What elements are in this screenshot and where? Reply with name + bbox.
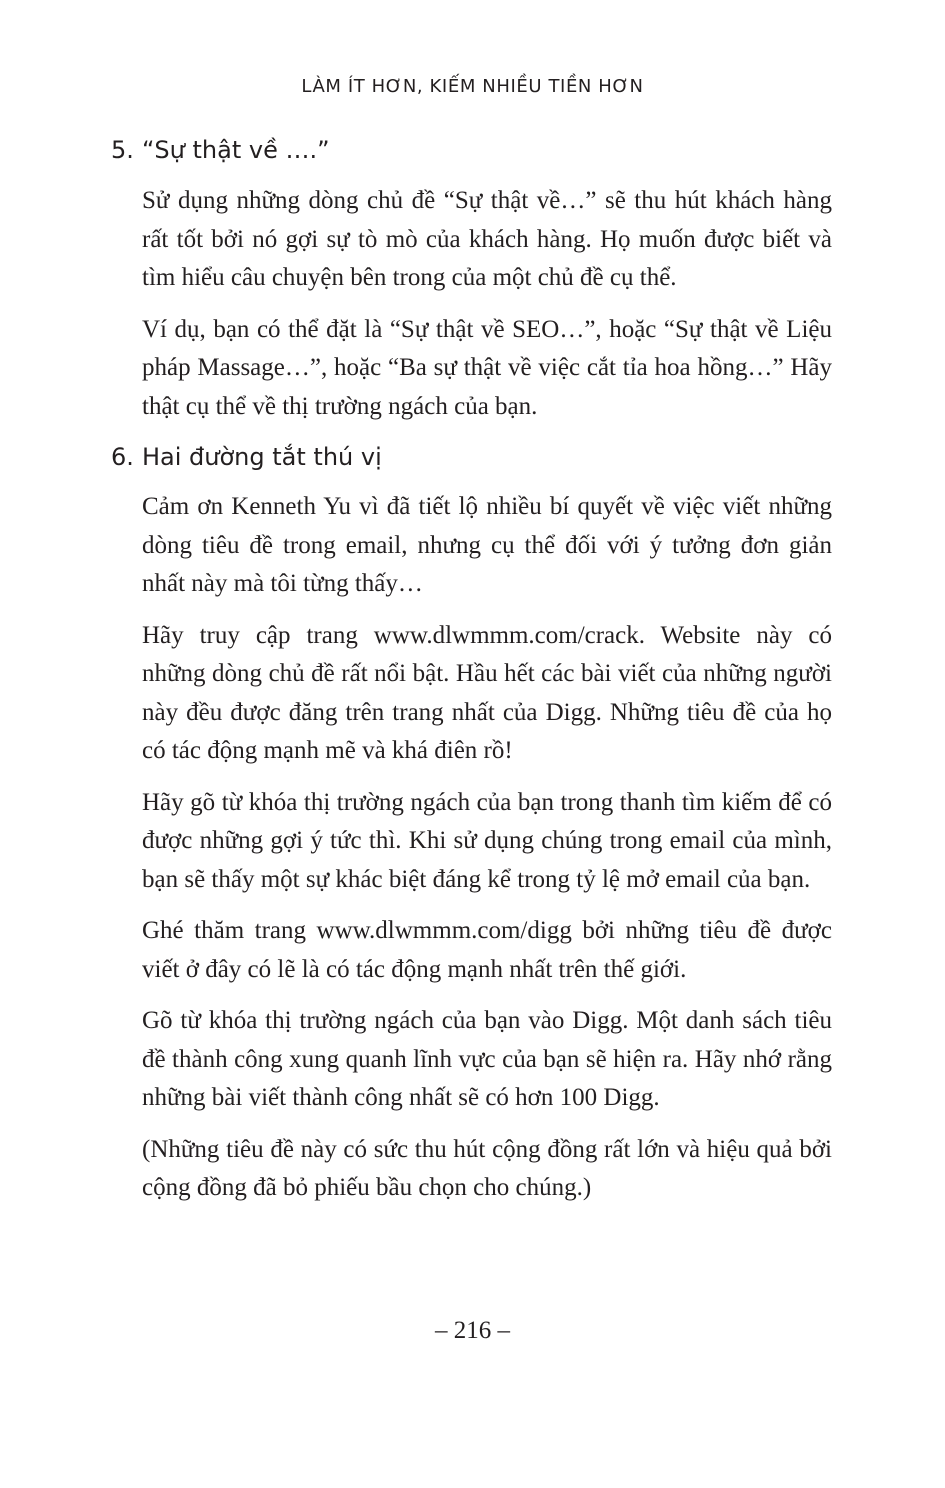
section-number: 6. bbox=[111, 443, 134, 471]
paragraph: Hãy truy cập trang www.dlwmmm.com/crack. Website này có những dòng chủ đề rất nổi bật. Hầu hết các bài viết của những người này đều được đăng trên trang nhất của Digg. Những tiêu đề của họ có tác động mạnh mẽ và khá điên rồ! bbox=[142, 621, 832, 764]
section-body-5 bbox=[142, 182, 832, 426]
paragraph: Sử dụng những dòng chủ đề “Sự thật về…” sẽ thu hút khách hàng rất tốt bởi nó gợi sự tò mò của khách hàng. Họ muốn được biết và tìm hiểu câu chuyện bên trong của một chủ đề cụ thể. bbox=[142, 187, 832, 291]
paragraph: Ghé thăm trang www.dlwmmm.com/digg bởi những tiêu đề được viết ở đây có lẽ là có tác động mạnh nhất trên thế giới. bbox=[142, 917, 832, 983]
paragraph: (Những tiêu đề này có sức thu hút cộng đồng rất lớn và hiệu quả bởi cộng đồng đã bỏ phiếu bầu chọn cho chúng.) bbox=[142, 1135, 832, 1201]
page-number: – 216 – bbox=[435, 1317, 510, 1344]
section-body-6 bbox=[142, 488, 832, 1208]
running-header: LÀM ÍT HƠN, KIẾM NHIỀU TIỀN HƠN bbox=[301, 76, 644, 97]
section-heading-5 bbox=[111, 134, 330, 166]
paragraph: Cảm ơn Kenneth Yu vì đã tiết lộ nhiều bí quyết về việc viết những dòng tiêu đề trong email, nhưng cụ thể đối với ý tưởng đơn giản nhất này mà tôi từng thấy… bbox=[142, 493, 832, 597]
section-heading-6 bbox=[111, 441, 382, 473]
paragraph: Ví dụ, bạn có thể đặt là “Sự thật về SEO…”, hoặc “Sự thật về Liệu pháp Massage…”, hoặc “Ba sự thật về việc cắt tỉa hoa hồng…” Hãy thật cụ thể về thị trường ngách của bạn. bbox=[142, 315, 832, 420]
paragraph: Gõ từ khóa thị trường ngách của bạn vào Digg. Một danh sách tiêu đề thành công xung quanh lĩnh vực của bạn sẽ hiện ra. Hãy nhớ rằng những bài viết thành công nhất sẽ có hơn 100 Digg. bbox=[142, 1007, 832, 1111]
section-number: 5. bbox=[111, 136, 134, 164]
section-title: “Sự thật về ….” bbox=[142, 136, 330, 164]
paragraph: Hãy gõ từ khóa thị trường ngách của bạn trong thanh tìm kiếm để có được những gợi ý tức thì. Khi sử dụng chúng trong email của mình, bạn sẽ thấy một sự khác biệt đáng kể trong tỷ lệ mở email của bạn. bbox=[142, 788, 832, 893]
section-title: Hai đường tắt thú vị bbox=[142, 443, 382, 471]
